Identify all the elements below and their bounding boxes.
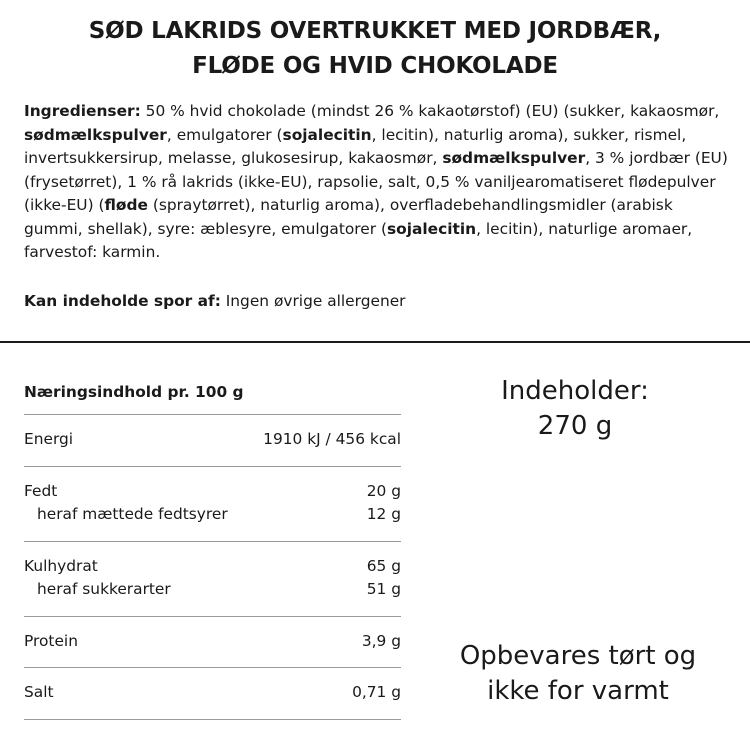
allergen-statement	[24, 290, 729, 314]
nutrition-label: heraf sukkerarter	[37, 580, 171, 598]
product-title-line-2: FLØDE OG HVID CHOKOLADE	[192, 53, 558, 79]
ingredients-segment: , 3 % jordbær (EU) (frysetørret), 1 % rå lakrids (ikke-EU), rapsolie, salt, 0,5 % vaniljearomatiseret flødepulver (ikke-EU) (	[24, 149, 728, 214]
ingredients-allergen: sojalecitin	[282, 125, 372, 144]
nutrition-value: 20 g	[366, 481, 401, 500]
ingredients-allergen: fløde	[104, 196, 148, 214]
nutrition-row-salt	[24, 681, 401, 705]
ingredients-allergen: sojalecitin	[386, 219, 477, 238]
nutrition-block-carbs	[24, 541, 401, 616]
storage-line-2: ikke for varmt	[487, 676, 669, 706]
product-title-line-1: SØD LAKRIDS OVERTRUKKET MED JORDBÆR,	[88, 18, 662, 44]
ingredients-segment: , lecitin), naturlige aromaer, farvestof: karmin.	[24, 219, 693, 261]
allergen-label: Kan indeholde spor af:	[24, 292, 221, 310]
nutrition-label: Kulhydrat	[24, 556, 98, 575]
nutrition-block-protein	[24, 616, 401, 668]
nutrition-row-carbs	[24, 555, 401, 579]
nutrition-label: Salt	[24, 683, 54, 701]
nutrition-row-fat	[24, 480, 401, 504]
ingredients-segment: , lecitin), naturlig aroma), sukker, rismel, invertsukkersirup, melasse, glukosesirup, kakaosmør,	[24, 125, 687, 167]
nutrition-table	[24, 378, 401, 720]
nutrition-block-salt	[24, 667, 401, 720]
nutrition-label: Fedt	[24, 481, 58, 500]
nutrition-value: 1910 kJ / 456 kcal	[263, 430, 401, 448]
nutrition-label: heraf mættede fedtsyrer	[37, 505, 228, 523]
ingredients-segment: 50 % hvid chokolade (mindst 26 % kakaotørstof) (EU) (sukker, kakaosmør,	[140, 102, 720, 120]
nutrition-heading: Næringsindhold pr. 100 g	[24, 383, 244, 401]
nutrition-label: Energi	[24, 430, 74, 448]
ingredients-allergen: sødmælkspulver	[442, 149, 586, 167]
storage-instructions	[443, 639, 713, 709]
nutrition-block-fat	[24, 466, 401, 541]
nutrition-block-energy	[24, 414, 401, 466]
nutrition-value: 51 g	[366, 580, 401, 598]
ingredients-allergen: sødmælkspulver	[24, 125, 167, 144]
ingredients-paragraph	[24, 100, 729, 265]
nutrition-value: 3,9 g	[361, 631, 401, 650]
ingredients-segment: , emulgatorer (	[166, 125, 283, 144]
net-contents	[455, 374, 695, 444]
nutrition-row-sugars	[24, 578, 401, 602]
nutrition-row-protein	[24, 630, 401, 654]
nutrition-value: 0,71 g	[352, 683, 401, 701]
net-contents-label: Indeholder:	[501, 376, 649, 406]
ingredients-label: Ingredienser:	[24, 102, 141, 120]
nutrition-value: 65 g	[366, 556, 401, 575]
nutrition-label: Protein	[24, 631, 78, 650]
allergen-value: Ingen øvrige allergener	[220, 292, 406, 310]
storage-line-1: Opbevares tørt og	[459, 641, 697, 671]
product-title	[0, 14, 750, 84]
nutrition-row-energy	[24, 428, 401, 452]
nutrition-row-saturated-fat	[24, 503, 401, 527]
section-divider	[0, 341, 750, 343]
ingredients-segment: (spraytørret), naturlig aroma), overfladebehandlingsmidler (arabisk gummi, shellak), syre: æblesyre, emulgatorer (	[24, 196, 673, 238]
nutrition-value: 12 g	[366, 505, 401, 523]
net-contents-value: 270 g	[537, 411, 613, 441]
